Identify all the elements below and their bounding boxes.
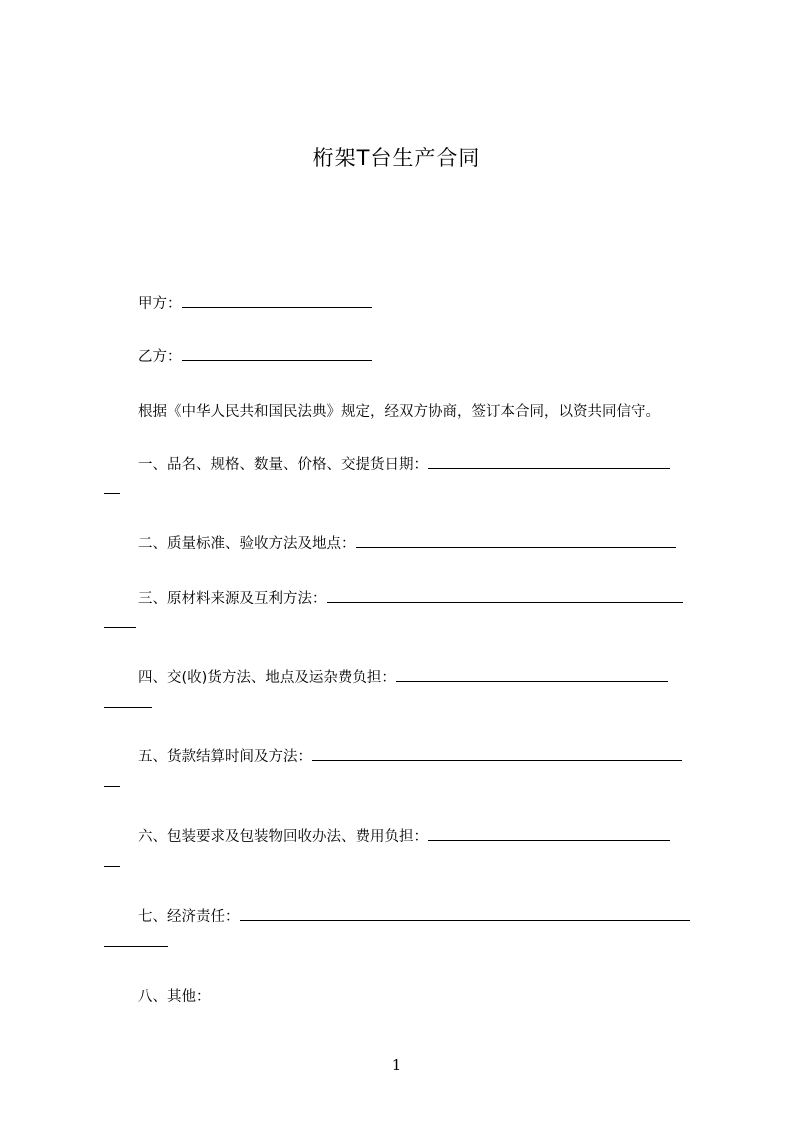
- clause-7-blank-cont[interactable]: [104, 946, 168, 947]
- clause-6-blank-cont[interactable]: [104, 866, 120, 867]
- clause-4: [138, 666, 668, 687]
- page-number: 1: [391, 1056, 402, 1074]
- clause-7-blank[interactable]: [240, 908, 690, 921]
- clause-7-label: 七、经济责任：: [138, 909, 240, 925]
- party-b-blank[interactable]: [182, 348, 372, 361]
- clause-3-blank-cont[interactable]: [104, 627, 136, 628]
- clause-7: [138, 905, 690, 926]
- party-a-blank[interactable]: [182, 295, 372, 308]
- clause-2-label: 二、质量标准、验收方法及地点：: [138, 536, 356, 552]
- clause-5-label: 五、货款结算时间及方法：: [138, 749, 312, 765]
- clause-8: 八、其他：: [138, 989, 211, 1005]
- clause-1: [138, 453, 670, 474]
- clause-4-blank[interactable]: [396, 669, 668, 682]
- clause-1-blank-cont[interactable]: [104, 493, 120, 494]
- preamble: 根据《中华人民共和国民法典》规定，经双方协商，签订本合同，以资共同信守。: [138, 404, 660, 420]
- clause-1-label: 一、品名、规格、数量、价格、交提货日期：: [138, 457, 428, 473]
- clause-5: [138, 745, 682, 766]
- clause-2: [138, 532, 676, 553]
- party-a-line: [138, 292, 372, 313]
- clause-3-blank[interactable]: [327, 590, 683, 603]
- clause-3-label: 三、原材料来源及互利方法：: [138, 591, 327, 607]
- clause-6: [138, 825, 670, 846]
- party-b-label: 乙方：: [138, 349, 182, 365]
- clause-5-blank-cont[interactable]: [104, 786, 120, 787]
- party-a-label: 甲方：: [138, 296, 182, 312]
- clause-6-label: 六、包装要求及包装物回收办法、费用负担：: [138, 829, 428, 845]
- clause-4-label: 四、交(收)货方法、地点及运杂费负担：: [138, 670, 396, 686]
- clause-3: [138, 587, 683, 608]
- clause-2-blank[interactable]: [356, 535, 676, 548]
- clause-5-blank[interactable]: [312, 748, 682, 761]
- party-b-line: [138, 345, 372, 366]
- document-title: 桁架T台生产合同: [312, 146, 481, 170]
- clause-1-blank[interactable]: [428, 456, 670, 469]
- clause-4-blank-cont[interactable]: [104, 707, 152, 708]
- clause-6-blank[interactable]: [428, 828, 670, 841]
